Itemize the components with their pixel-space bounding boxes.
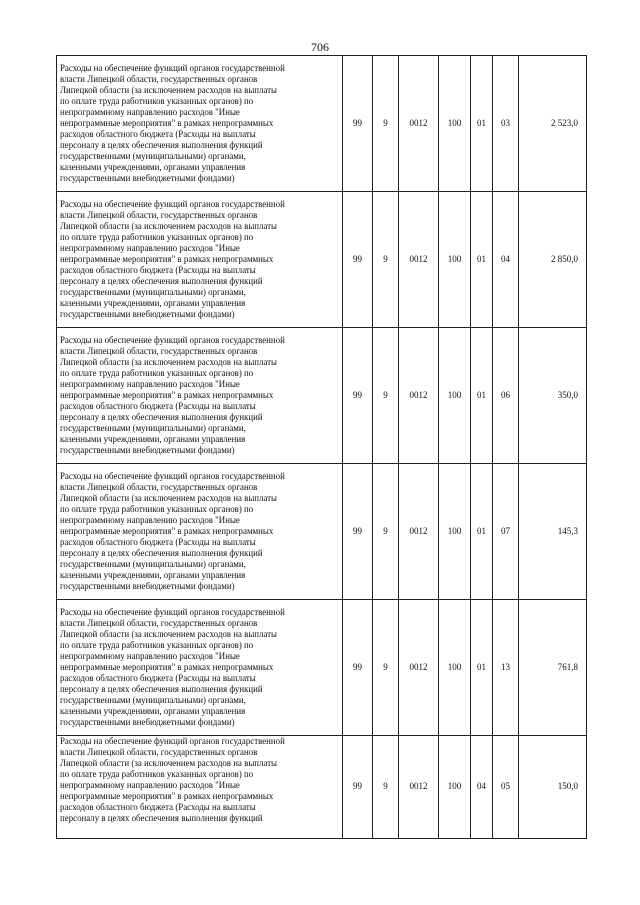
table-row xyxy=(57,56,587,192)
code-cell: 0012 xyxy=(399,192,439,328)
code-cell: 100 xyxy=(439,464,471,600)
code-cell: 9 xyxy=(373,56,399,192)
code-cell: 100 xyxy=(439,192,471,328)
amount-cell: 145,3 xyxy=(519,464,587,600)
code-cell: 01 xyxy=(471,56,493,192)
table-row xyxy=(57,328,587,464)
code-cell: 99 xyxy=(343,464,373,600)
code-cell: 04 xyxy=(471,736,493,839)
code-cell: 04 xyxy=(493,192,519,328)
amount-cell: 2 850,0 xyxy=(519,192,587,328)
code-cell: 9 xyxy=(373,736,399,839)
amount-cell: 761,8 xyxy=(519,600,587,736)
code-cell: 0012 xyxy=(399,464,439,600)
code-cell: 9 xyxy=(373,328,399,464)
row-description: Расходы на обеспечение функций органов государственной власти Липецкой области, государственных органов Липецкой области (за исключением расходов на выплаты по оплате труда работников указанных органов) по непрограммному направлению расходов "Иные непрограммные мероприятия" в рамках непрограммных расходов областного бюджета (Расходы на выплаты персоналу в целях обеспечения выполнения функций государственными (муниципальными) органами, казенными учреждениями, органами управления государственными внебюджетными фондами) xyxy=(57,600,343,736)
code-cell: 01 xyxy=(471,192,493,328)
code-cell: 0012 xyxy=(399,736,439,839)
code-cell: 05 xyxy=(493,736,519,839)
code-cell: 0012 xyxy=(399,328,439,464)
page-number: 706 xyxy=(311,40,329,54)
code-cell: 9 xyxy=(373,600,399,736)
code-cell: 0012 xyxy=(399,56,439,192)
code-cell: 06 xyxy=(493,328,519,464)
row-description: Расходы на обеспечение функций органов государственной власти Липецкой области, государственных органов Липецкой области (за исключением расходов на выплаты по оплате труда работников указанных органов) по непрограммному направлению расходов "Иные непрограммные мероприятия" в рамках непрограммных расходов областного бюджета (Расходы на выплаты персоналу в целях обеспечения выполнения функций государственными (муниципальными) органами, казенными учреждениями, органами управления государственными внебюджетными фондами) xyxy=(57,56,343,192)
code-cell: 01 xyxy=(471,328,493,464)
code-cell: 100 xyxy=(439,328,471,464)
code-cell: 0012 xyxy=(399,600,439,736)
code-cell: 9 xyxy=(373,464,399,600)
table-row xyxy=(57,464,587,600)
table-row xyxy=(57,600,587,736)
row-description: Расходы на обеспечение функций органов государственной власти Липецкой области, государственных органов Липецкой области (за исключением расходов на выплаты по оплате труда работников указанных органов) по непрограммному направлению расходов "Иные непрограммные мероприятия" в рамках непрограммных расходов областного бюджета (Расходы на выплаты персоналу в целях обеспечения выполнения функций государственными (муниципальными) органами, казенными учреждениями, органами управления государственными внебюджетными фондами) xyxy=(57,464,343,600)
code-cell: 07 xyxy=(493,464,519,600)
code-cell: 03 xyxy=(493,56,519,192)
amount-cell: 150,0 xyxy=(519,736,587,839)
code-cell: 100 xyxy=(439,600,471,736)
code-cell: 01 xyxy=(471,600,493,736)
code-cell: 99 xyxy=(343,56,373,192)
code-cell: 99 xyxy=(343,736,373,839)
code-cell: 13 xyxy=(493,600,519,736)
code-cell: 100 xyxy=(439,56,471,192)
table-row xyxy=(57,736,587,839)
code-cell: 99 xyxy=(343,328,373,464)
code-cell: 99 xyxy=(343,600,373,736)
code-cell: 99 xyxy=(343,192,373,328)
row-description: Расходы на обеспечение функций органов государственной власти Липецкой области, государственных органов Липецкой области (за исключением расходов на выплаты по оплате труда работников указанных органов) по непрограммному направлению расходов "Иные непрограммные мероприятия" в рамках непрограммных расходов областного бюджета (Расходы на выплаты персоналу в целях обеспечения выполнения функций государственными (муниципальными) органами, казенными учреждениями, органами управления государственными внебюджетными фондами) xyxy=(57,328,343,464)
table-row xyxy=(57,192,587,328)
code-cell: 9 xyxy=(373,192,399,328)
row-description: Расходы на обеспечение функций органов государственной власти Липецкой области, государственных органов Липецкой области (за исключением расходов на выплаты по оплате труда работников указанных органов) по непрограммному направлению расходов "Иные непрограммные мероприятия" в рамках непрограммных расходов областного бюджета (Расходы на выплаты персоналу в целях обеспечения выполнения функций xyxy=(57,736,343,839)
amount-cell: 2 523,0 xyxy=(519,56,587,192)
row-description: Расходы на обеспечение функций органов государственной власти Липецкой области, государственных органов Липецкой области (за исключением расходов на выплаты по оплате труда работников указанных органов) по непрограммному направлению расходов "Иные непрограммные мероприятия" в рамках непрограммных расходов областного бюджета (Расходы на выплаты персоналу в целях обеспечения выполнения функций государственными (муниципальными) органами, казенными учреждениями, органами управления государственными внебюджетными фондами) xyxy=(57,192,343,328)
amount-cell: 350,0 xyxy=(519,328,587,464)
code-cell: 01 xyxy=(471,464,493,600)
budget-table xyxy=(56,55,587,839)
code-cell: 100 xyxy=(439,736,471,839)
